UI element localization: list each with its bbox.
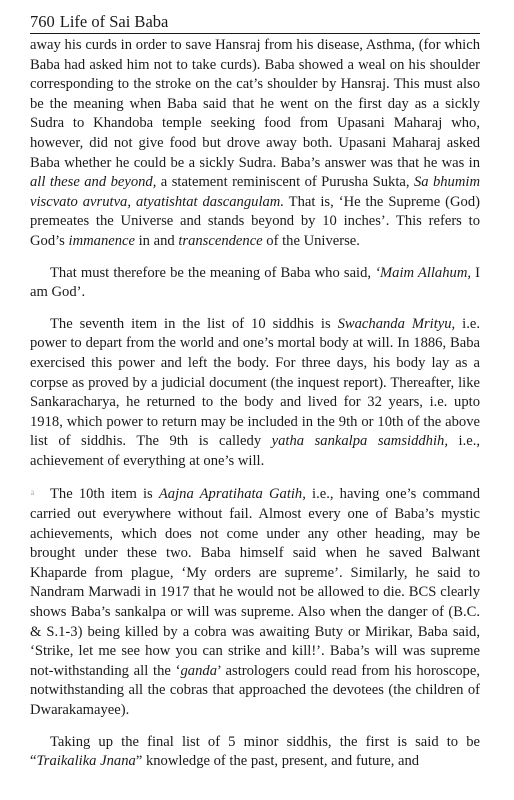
italic-run: yatha sankalpa samsiddhih,	[271, 433, 448, 450]
text-run: ’ astrologers could read from his horoscope, notwithstanding all the cobras that approached the devotees (the children of Dwarakamayee).	[30, 662, 480, 718]
italic-run: ganda	[180, 662, 217, 679]
text-run: ” knowledge of the past, present, and future, and	[135, 753, 420, 770]
text-run: Taking up the final list of 5 minor siddhis, the first is said to be “	[30, 733, 480, 770]
paragraph-2	[30, 264, 480, 303]
paragraph-1	[30, 36, 480, 252]
text-run: of the Universe.	[262, 232, 360, 249]
italic-run: transcendence	[178, 232, 263, 249]
italic-run: immanence	[68, 232, 135, 249]
text-run: i.e., achievement of everything at one’s will.	[30, 433, 480, 469]
stray-print-mark: ä	[31, 489, 35, 497]
page-number: 760	[30, 12, 55, 31]
paragraph-4	[30, 485, 480, 720]
italic-run: Aajna Apratihata Gatih,	[158, 486, 306, 503]
text-run: I am God’.	[30, 264, 480, 301]
text-run: a statement reminiscent of Purusha Sukta,	[156, 174, 414, 191]
paragraph-3	[30, 315, 480, 472]
italic-run: Sa bhumim viscvato avrutva, atyatishtat dascangulam.	[30, 174, 480, 210]
italic-run: ‘Maim Allahum,	[375, 264, 472, 281]
text-run: The 10th item is	[50, 486, 159, 503]
text-run: That must therefore be the meaning of Baba who said,	[50, 264, 376, 281]
text-run: i.e., having one’s command carried out everywhere without fail. Almost every one of Baba’s mystic achievements, which does not come under any other heading, may be brought under these two. Baba himself said when he saved Balwant Khaparde from plague, ‘My orders are supreme’. Similarly, he said to Nandram Marwadi in 1917 that he would not be allowed to die. BCS clearly shows Baba’s sankalpa or will was supreme. Also when the danger of (B.C. & S.1-3) being killed by a cobra was awaiting Buty or Mirikar, Baba said, ‘Strike, let me see how you can strike and kill!’. Baba’s will was supreme not-withstanding all the ‘	[30, 486, 480, 679]
text-run: That is, ‘He the Supreme (God) premeates the Universe and stands beyond by 10 inches’. This refers to God’s	[30, 193, 480, 249]
body-text	[30, 36, 480, 772]
italic-run: Swachanda Mrityu,	[337, 315, 456, 332]
italic-run: all these and beyond,	[30, 174, 157, 191]
italic-run: Traikalika Jnana	[36, 753, 136, 770]
text-run: The seventh item in the list of 10 siddhis is	[50, 315, 338, 332]
paragraph-5	[30, 733, 480, 772]
running-title: Life of Sai Baba	[59, 12, 169, 31]
running-head	[30, 12, 480, 34]
text-run: i.e. power to depart from the world and one’s mortal body at will. In 1886, Baba exercised this power and left the body. For three days, his body lay as a corpse as proved by a judicial document (the inquest report). Thereafter, like Sankaracharya, he returned to the body and lived for 32 years, i.e. upto 1918, which power to return may be included in the 9th or 10th of the above list of siddhis. The 9th is calledy	[30, 315, 480, 450]
text-run: away his curds in order to save Hansraj from his disease, Asthma, (for which Baba had asked him not to take curds). Baba showed a weal on his shoulder corresponding to the stroke on the cat’s shoulder by Hansraj. This must also be the meaning when Baba said that he went on the first day as a sickly Sudra to Khandoba temple seeking food from Upasani Maharaj who, however, did not give food but drove away both. Upasani Maharaj asked Baba whether he could be a sickly Sudra. Baba’s answer was that he was in	[30, 37, 480, 171]
text-run: in and	[134, 232, 179, 249]
